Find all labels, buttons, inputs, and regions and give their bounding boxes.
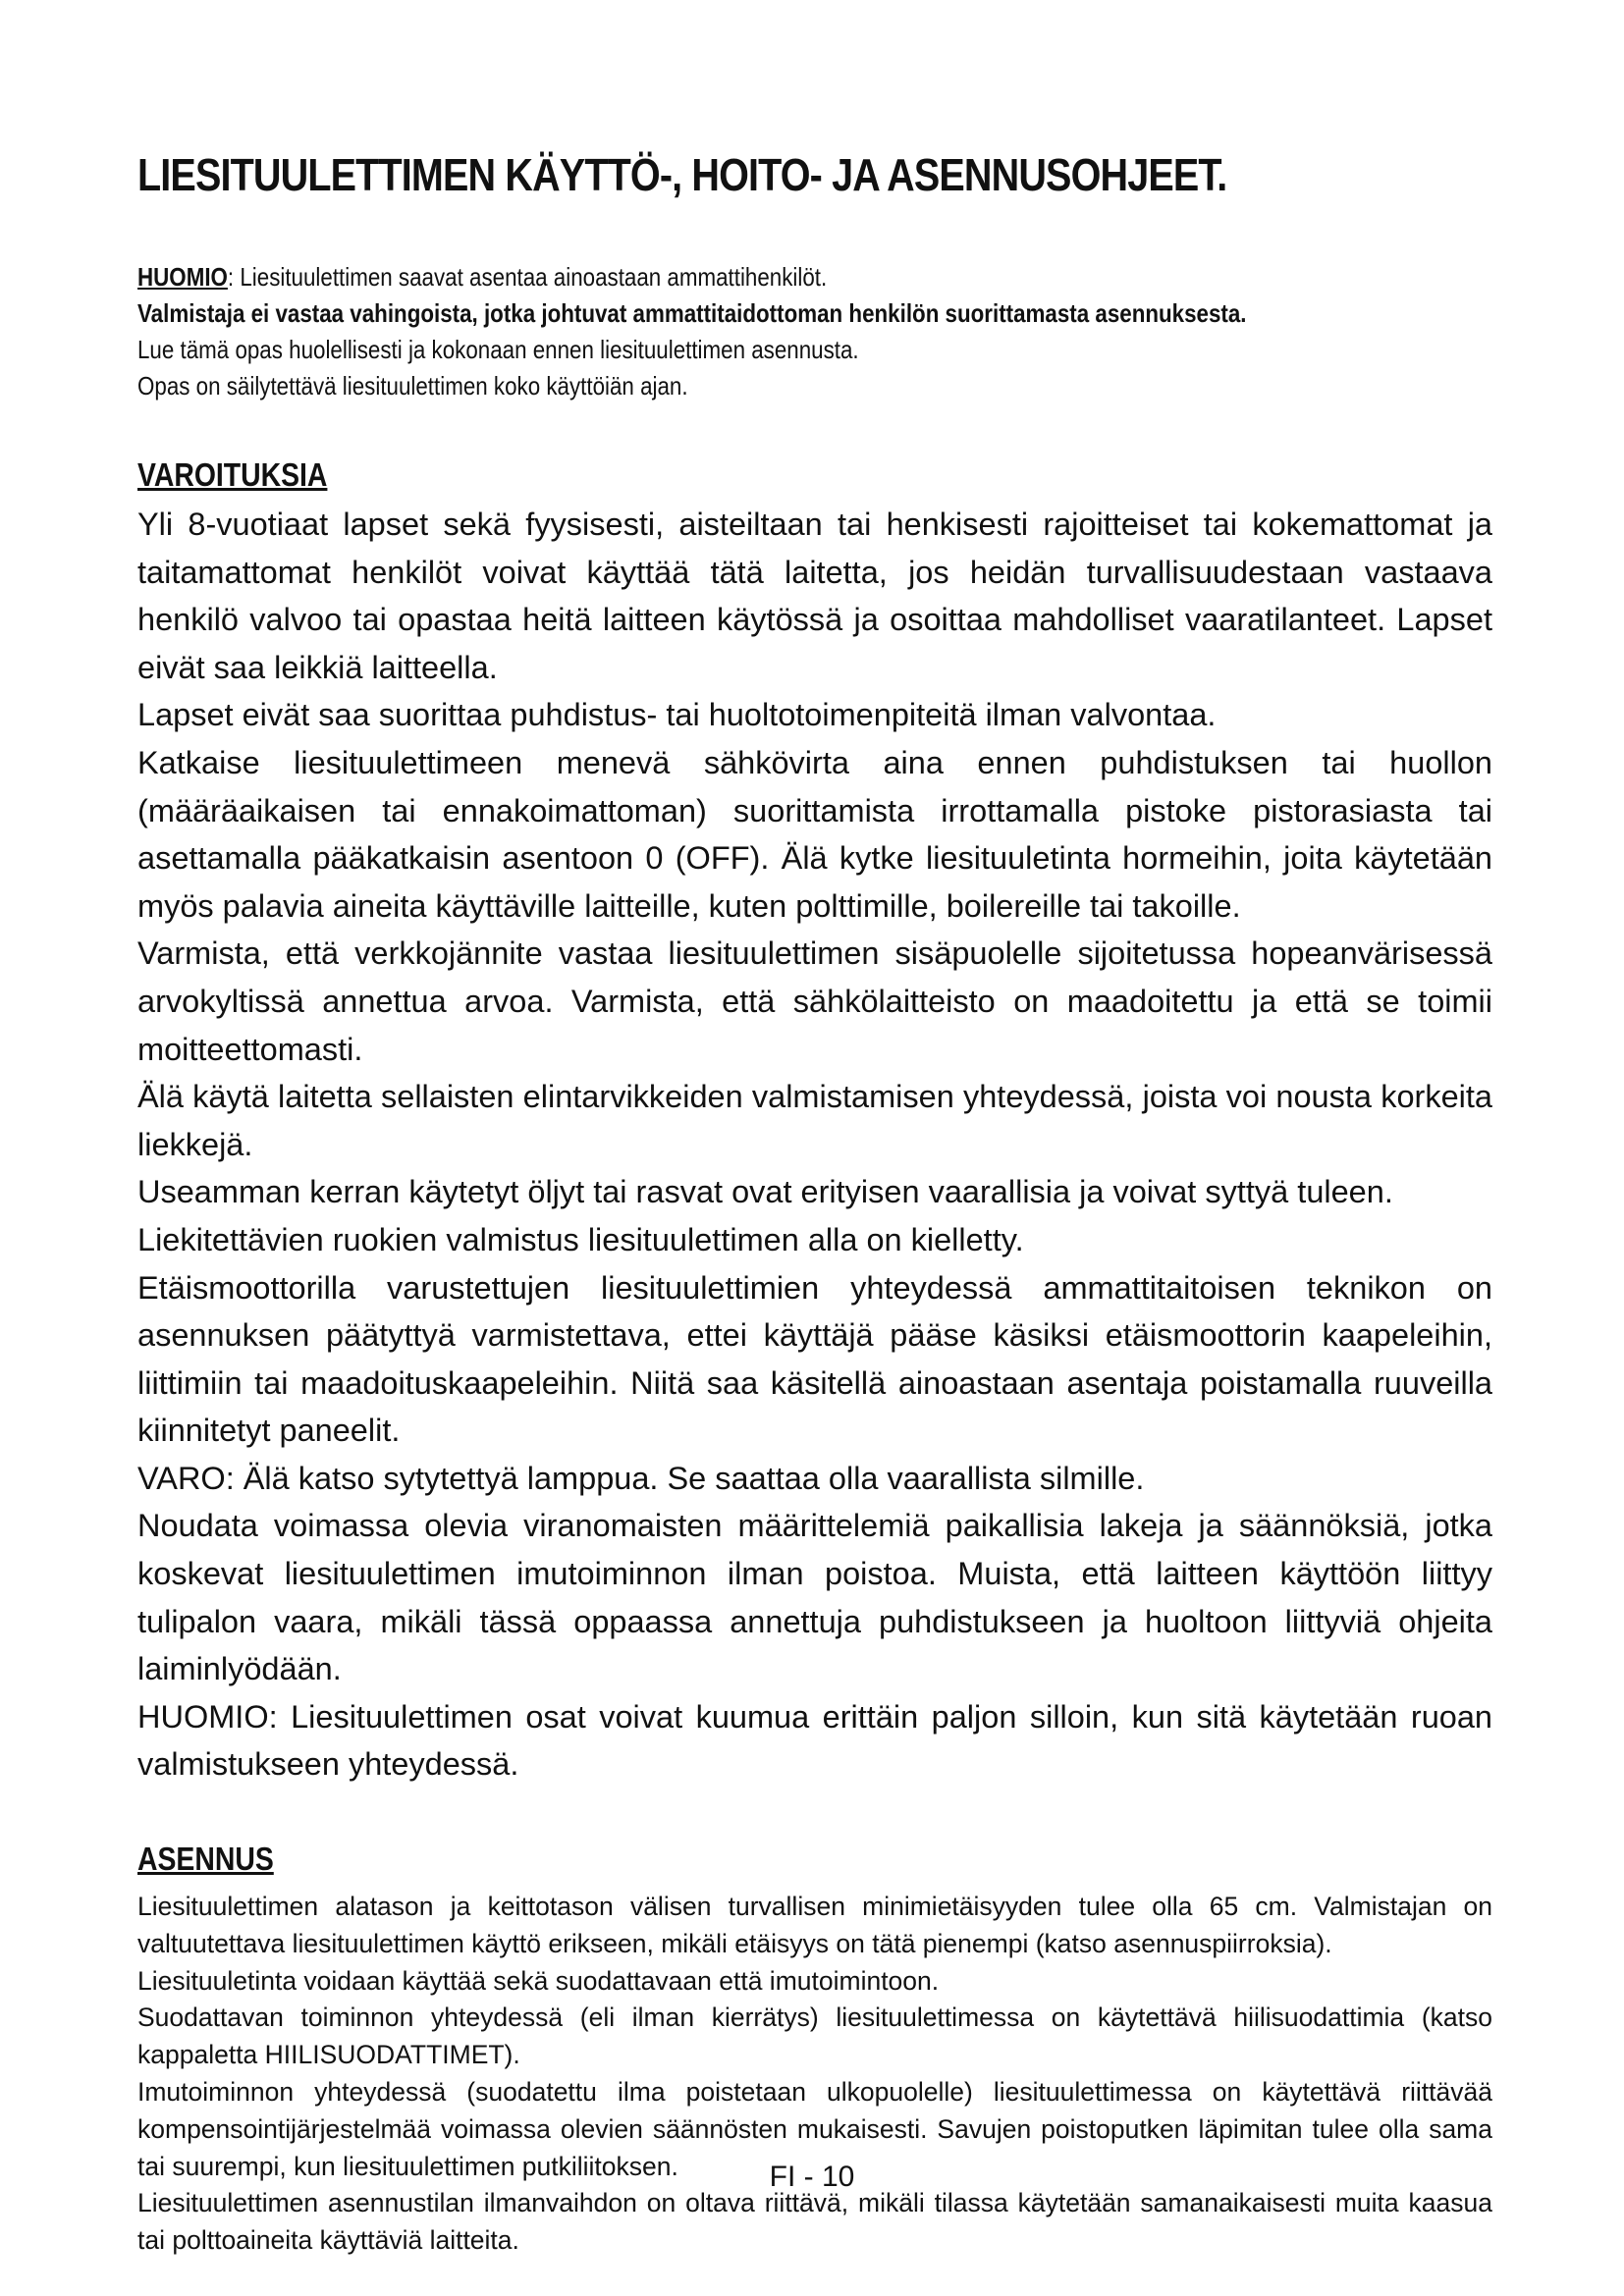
installation-paragraph: Liesituulettimen alatason ja keittotason välisen turvallisen minimietäisyyden tulee olla 65 cm. Valmistajan on valtuutettava liesituulettimen käyttö erikseen, mikäli etäisyys on tätä pienempi (katso asennuspiirroksia). — [137, 1892, 1492, 1958]
warning-paragraph: Noudata voimassa olevia viranomaisten määrittelemiä paikallisia lakeja ja säännöksiä, jotka koskevat liesituulettimen imutoiminnon ilman poistoa. Muista, että laitteen käyttöön liittyy tulipalon vaara, mikäli tässä oppaassa annettuja puhdistukseen ja huoltoon liittyviä ohjeita laiminlyödään. — [137, 1508, 1492, 1687]
installation-heading: ASENNUS — [137, 1841, 274, 1878]
warning-paragraph: Varmista, että verkkojännite vastaa liesituulettimen sisäpuolelle sijoitetussa hopeanvärisessä arvokyltissä annettua arvoa. Varmista, että sähkölaitteisto on maadoitettu ja että se toimii moitteettomasti. — [137, 935, 1492, 1067]
warning-paragraph: Lapset eivät saa suorittaa puhdistus- tai huoltotoimenpiteitä ilman valvontaa. — [137, 697, 1217, 733]
warnings-heading: VAROITUKSIA — [137, 456, 328, 493]
document-page — [137, 147, 1492, 2260]
page-number: FI - 10 — [769, 2161, 855, 2193]
notice-text: : Liesituulettimen saavat asentaa ainoastaan ammattihenkilöt. — [227, 262, 828, 292]
warning-paragraph: Yli 8-vuotiaat lapset sekä fyysisesti, aisteiltaan tai henkisesti rajoitteiset tai kokemattomat ja taitamattomat henkilöt voivat käyttää tätä laitetta, jos heidän turvallisuudestaan vastaava henkilö valvoo tai opastaa heitä laitteen käytössä ja osoittaa mahdolliset vaaratilanteet. Lapset eivät saa leikkiä laitteella. — [137, 507, 1492, 685]
intro-liability: Valmistaja ei vastaa vahingoista, jotka johtuvat ammattitaidottoman henkilön suorittamasta asennuksesta. — [137, 298, 1247, 328]
warnings-block — [137, 501, 1492, 1789]
intro-block — [137, 259, 1492, 404]
notice-label: HUOMIO — [137, 262, 228, 292]
warning-paragraph: Etäismoottorilla varustettujen liesituulettimien yhteydessä ammattitaitoisen teknikon on asennuksen päätyttyä varmistettava, ettei käyttäjä pääse käsiksi etäismoottorin kaapeleihin, liittimiin tai maadoituskaapeleihin. Niitä saa käsitellä ainoastaan asentaja poistamalla ruuveilla kiinnitetyt paneelit. — [137, 1269, 1492, 1449]
warning-paragraph: Älä käytä laitetta sellaisten elintarvikkeiden valmistamisen yhteydessä, joista voi nousta korkeita liekkejä. — [137, 1079, 1492, 1162]
document-title: LIESITUULETTIMEN KÄYTTÖ-, HOITO- JA ASENNUSOHJEET. — [137, 149, 1227, 200]
warning-paragraph: Liekitettävien ruokien valmistus liesituulettimen alla on kielletty. — [137, 1221, 1024, 1257]
installation-paragraph: Liesituulettimen asennustilan ilmanvaihdon on oltava riittävä, mikäli tilassa käytetään samanaikaisesti muita kaasua tai polttoaineita käyttäviä laitteita. — [137, 2188, 1492, 2256]
warning-paragraph: Katkaise liesituulettimeen menevä sähkövirta aina ennen puhdistuksen tai huollon (määräaikaisen tai ennakoimattoman) suorittamista irrottamalla pistoke pistorasiasta tai asettamalla pääkatkaisin asentoon 0 (OFF). Älä kytke liesituuletinta hormeihin, joita käytetään myös palavia aineita käyttäville laitteille, kuten polttimille, boilereille tai takoille. — [137, 744, 1492, 924]
installation-block — [137, 1889, 1492, 2260]
installation-paragraph: Imutoiminnon yhteydessä (suodatettu ilma poistetaan ulkopuolelle) liesituulettimessa on käytettävä riittävää kompensointijärjestelmää voimassa olevien säännösten mukaisesti. Savujen poistoputken läpimitan tulee olla sama tai suurempi, kun liesituulettimen putkiliitoksen. — [137, 2077, 1492, 2181]
warning-paragraph: VARO: Älä katso sytytettyä lamppua. Se saattaa olla vaarallista silmille. — [137, 1460, 1145, 1496]
installation-paragraph: Suodattavan toiminnon yhteydessä (eli ilman kierrätys) liesituulettimessa on käytettävä hiilisuodattimia (katso kappaletta HIILISUODATTIMET). — [137, 2002, 1492, 2070]
intro-notice — [137, 259, 1303, 295]
installation-paragraph: Liesituuletinta voidaan käyttää sekä suodattavaan että imutoimintoon. — [137, 1965, 940, 1996]
intro-keep-guide: Opas on säilytettävä liesituulettimen koko käyttöiän ajan. — [137, 371, 688, 400]
warning-paragraph: Useamman kerran käytetyt öljyt tai rasvat ovat erityisen vaarallisia ja voivat syttyä tuleen. — [137, 1174, 1393, 1210]
warning-paragraph: HUOMIO: Liesituulettimen osat voivat kuumua erittäin paljon silloin, kun sitä käytetään ruoan valmistukseen yhteydessä. — [137, 1698, 1492, 1783]
intro-read-guide: Lue tämä opas huolellisesti ja kokonaan ennen liesituulettimen asennusta. — [137, 335, 859, 364]
